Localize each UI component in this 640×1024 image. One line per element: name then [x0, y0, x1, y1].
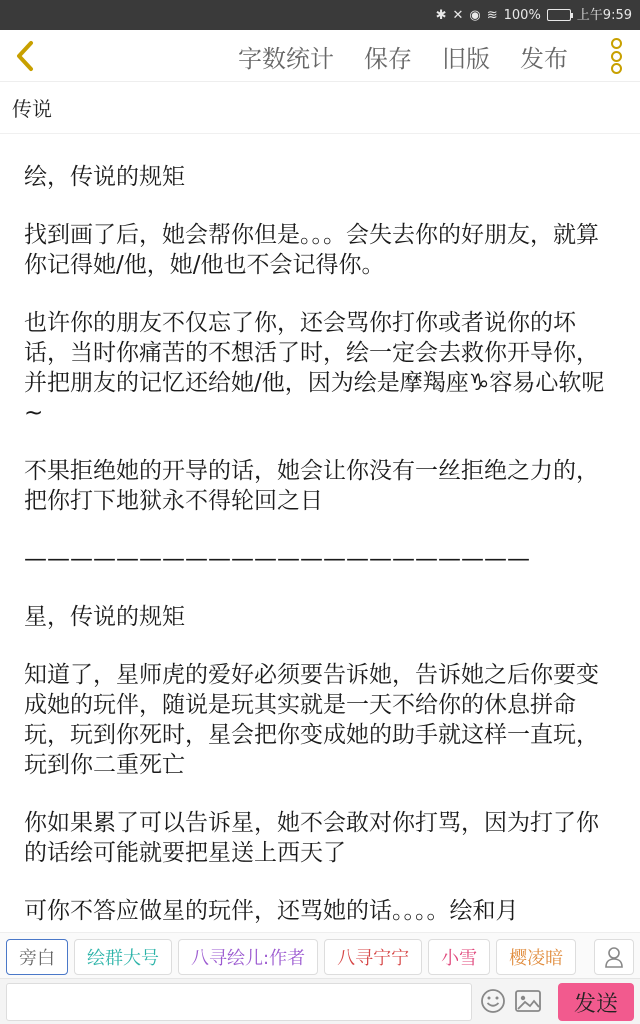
paragraph: 星，传说的规矩	[24, 604, 185, 630]
old-version-button[interactable]: 旧版	[442, 44, 490, 73]
message-input[interactable]	[6, 983, 472, 1021]
more-dots-icon	[611, 38, 622, 49]
eye-icon: ◉	[469, 7, 481, 23]
paragraph: 可你不答应做星的玩伴，还骂她的话。。。。绘和月	[24, 898, 519, 924]
wifi-icon: ≋	[486, 7, 498, 23]
back-button[interactable]	[8, 38, 42, 74]
paragraph: 知道了，星师虎的爱好必须要告诉她，告诉她之后你要变成她的玩伴，随说是玩其实就是一天不给你的休息拼命玩，玩到你死时，星会把你变成她的助手就这样一直玩，玩到你二重死亡	[24, 662, 599, 778]
story-content[interactable]	[24, 162, 620, 926]
paragraph: 不果拒绝她的开导的话，她会让你没有一丝拒绝之力的，把你打下地狱永不得轮回之日	[24, 458, 599, 514]
top-toolbar	[0, 30, 640, 82]
image-icon[interactable]	[513, 987, 543, 1015]
emoji-icon[interactable]	[478, 986, 508, 1016]
character-chip-row	[6, 939, 576, 975]
character-chip[interactable]: 八寻宁宁	[324, 939, 422, 975]
text-divider: ——————————————————————	[24, 546, 530, 572]
more-menu-button[interactable]	[606, 38, 626, 74]
more-dots-icon	[611, 51, 622, 62]
mute-icon: ✕	[452, 7, 464, 23]
battery-percent: 100%	[503, 7, 541, 23]
person-icon	[604, 946, 624, 968]
story-title-row[interactable]	[0, 82, 640, 134]
clock: 上午9:59	[576, 7, 632, 23]
story-title: 传说	[12, 97, 52, 121]
character-chip[interactable]: 绘群大号	[74, 939, 172, 975]
word-count-button[interactable]: 字数统计	[238, 44, 334, 73]
input-bar	[0, 978, 640, 1024]
paragraph: 也许你的朋友不仅忘了你，还会骂你打你或者说你的坏话，当时你痛苦的不想活了时，绘一定会去救你开导你，并把朋友的记忆还给她/他，因为绘是摩羯座♑容易心软呢~	[24, 310, 605, 426]
publish-button[interactable]: 发布	[520, 44, 568, 73]
battery-icon	[547, 9, 571, 21]
toolbar-actions	[238, 30, 568, 82]
status-bar	[0, 0, 640, 30]
character-chip[interactable]: 小雪	[428, 939, 490, 975]
paragraph: 你如果累了可以告诉星，她不会敢对你打骂，因为打了你的话绘可能就要把星送上西天了	[24, 810, 599, 866]
save-button[interactable]: 保存	[364, 44, 412, 73]
send-button[interactable]: 发送	[558, 983, 634, 1021]
character-chip-narrator[interactable]: 旁白	[6, 939, 68, 975]
chevron-left-icon	[13, 40, 37, 72]
more-dots-icon	[611, 63, 622, 74]
bluetooth-icon: ✱	[435, 7, 447, 23]
paragraph: 找到画了后，她会帮你但是。。。会失去你的好朋友，就算你记得她/他，她/他也不会记得你。	[24, 222, 599, 278]
character-chip[interactable]: 樱凌暗	[496, 939, 576, 975]
paragraph: 绘，传说的规矩	[24, 164, 185, 190]
character-selector	[0, 932, 640, 978]
status-icons	[436, 0, 632, 30]
character-manager-button[interactable]	[594, 939, 634, 975]
character-chip[interactable]: 八寻绘儿:作者	[178, 939, 318, 975]
